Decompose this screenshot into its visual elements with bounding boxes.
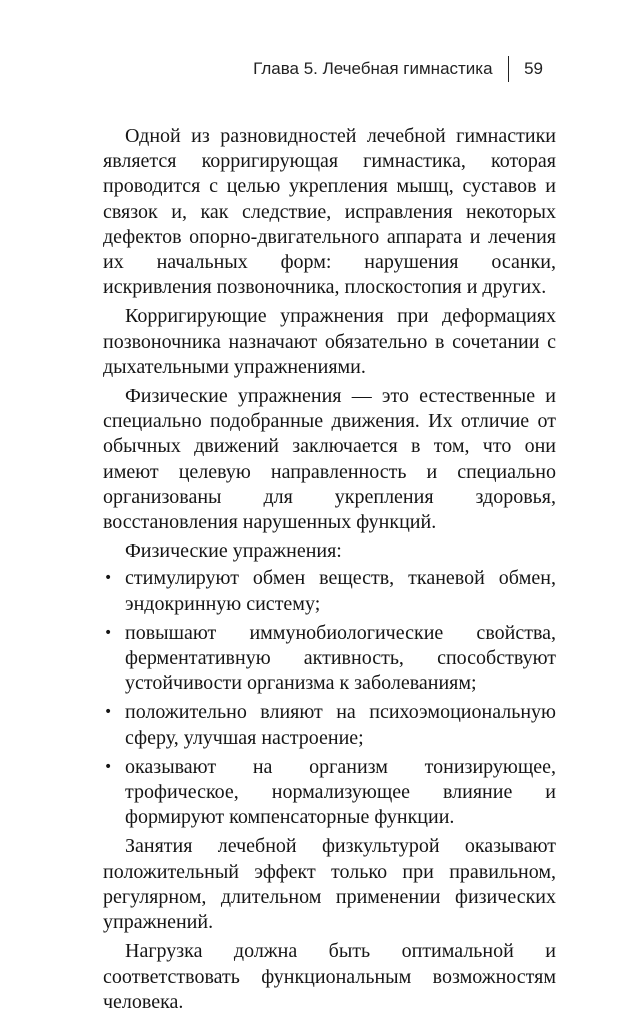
chapter-title: Глава 5. Лечебная гимнастика: [253, 59, 493, 78]
list-item-text: положительно влияют на психоэмоциональную сферу, улучшая настроение;: [125, 701, 556, 749]
list-item: [103, 621, 556, 697]
paragraph: Корригирующие упражнения при деформациях позвоночника назначают обязательно в сочетании с дыхательными упражнениями.: [103, 305, 556, 378]
body-text: [103, 124, 556, 1019]
bullet-list: [103, 566, 556, 830]
bullet-icon: •: [104, 704, 113, 721]
paragraph: Одной из разновидностей лечебной гимнастики является корригирующая гимнастика, которая проводится с целью укрепления мышц, суставов и связок и, как следствие, исправления некоторых дефектов опорно-двигательного аппарата и лечения их начальных форм: нарушения осанки, искривления позвоночника, плоскостопия и других.: [103, 125, 556, 299]
list-item-text: оказывают на организм тонизирующее, трофическое, нормализующее влияние и формируют компенсаторные функции.: [125, 755, 556, 829]
list-item: [103, 700, 556, 750]
bullet-icon: •: [104, 570, 113, 587]
list-item-text: стимулируют обмен веществ, тканевой обмен, эндокринную систему;: [125, 567, 556, 615]
paragraph: Занятия лечебной физкультурой оказывают положительный эффект только при правильном, регулярном, длительном применении физических упражнений.: [103, 835, 556, 934]
paragraph: Физические упражнения — это естественные и специально подобранные движения. Их отличие от обычных движений заключается в том, что они имеют целевую направленность и специально организованы для укрепления здоровья, восстановления нарушенных функций.: [103, 385, 556, 534]
bullet-icon: •: [104, 624, 113, 641]
list-item-text: повышают иммунобиологические свойства, ферментативную активность, способствуют устойчивости организма к заболеваниям;: [125, 621, 556, 695]
paragraph: Нагрузка должна быть оптимальной и соответствовать функциональным возможностям человека.: [103, 940, 556, 1013]
header-divider: [508, 56, 510, 82]
list-intro: Физические упражнения:: [125, 540, 342, 563]
bullet-icon: •: [104, 758, 113, 775]
list-item: [103, 566, 556, 616]
page-number: 59: [524, 59, 543, 78]
list-item: [103, 755, 556, 831]
running-head: [253, 56, 543, 82]
